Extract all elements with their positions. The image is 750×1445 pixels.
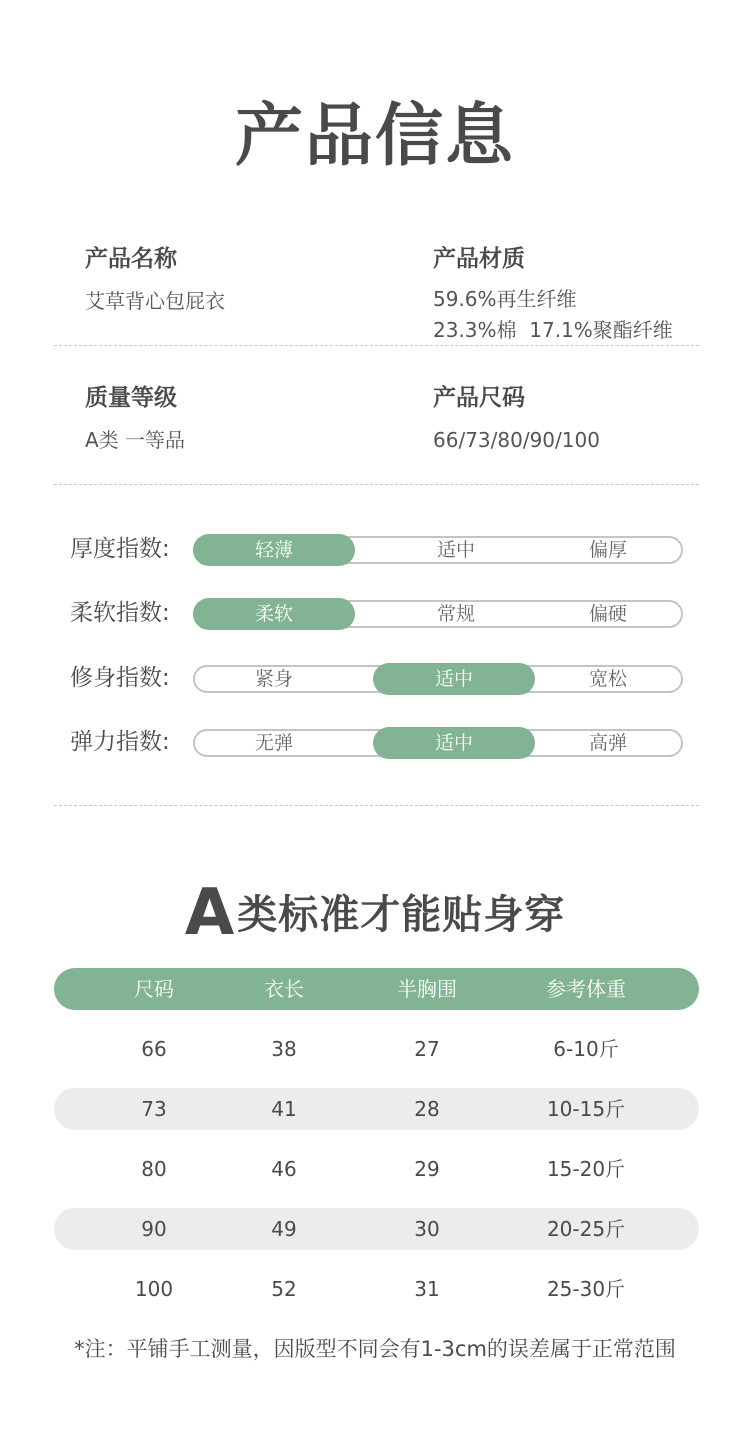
cell-size: 90 — [141, 1217, 167, 1241]
quality-grade-label: 质量等级 — [85, 385, 177, 411]
cell-chest: 29 — [414, 1157, 440, 1181]
product-size-label: 产品尺码 — [433, 385, 525, 411]
slogan-big-letter: A — [184, 876, 236, 950]
divider — [54, 805, 699, 806]
size-table-header — [54, 968, 699, 1010]
product-material-block — [433, 244, 673, 346]
quality-grade-value: A类 一等品 — [85, 428, 186, 452]
index-option-selected: 适中 — [373, 727, 535, 759]
cell-length: 52 — [271, 1277, 297, 1301]
cell-size: 80 — [141, 1157, 167, 1181]
cell-weight: 20-25斤 — [546, 1217, 626, 1241]
cell-length: 46 — [271, 1157, 297, 1181]
header-weight: 参考体重 — [546, 977, 626, 1001]
product-size-block — [433, 383, 600, 455]
cell-chest: 30 — [414, 1217, 440, 1241]
index-option: 高弹 — [588, 732, 627, 754]
table-row — [54, 1088, 699, 1130]
slogan-text: 类标准才能贴身穿 — [237, 892, 566, 938]
cell-weight: 10-15斤 — [546, 1097, 626, 1121]
index-track — [193, 600, 683, 628]
header-length: 衣长 — [264, 977, 304, 1001]
index-option-selected: 适中 — [373, 663, 535, 695]
table-row — [54, 1028, 699, 1070]
table-row — [54, 1268, 699, 1310]
cell-chest: 28 — [414, 1097, 440, 1121]
cell-length: 38 — [271, 1037, 297, 1061]
product-name-block — [85, 244, 225, 316]
index-option-selected: 柔软 — [193, 598, 355, 630]
product-name-label: 产品名称 — [85, 246, 177, 272]
divider — [54, 345, 699, 346]
cell-size: 73 — [141, 1097, 167, 1121]
cell-chest: 27 — [414, 1037, 440, 1061]
index-label: 柔软指数: — [70, 600, 170, 626]
material-line-1: 59.6%再生纤维 — [433, 287, 577, 311]
product-material-value — [433, 284, 673, 346]
cell-size: 100 — [134, 1277, 174, 1301]
cell-length: 49 — [271, 1217, 297, 1241]
index-row-softness — [70, 598, 685, 630]
index-row-thickness — [70, 534, 685, 566]
index-option: 适中 — [436, 539, 475, 561]
product-size-value: 66/73/80/90/100 — [433, 428, 600, 452]
index-label: 弹力指数: — [70, 729, 170, 755]
index-option: 偏硬 — [588, 603, 627, 625]
measurement-note: *注：平铺手工测量，因版型不同会有1-3cm的误差属于正常范围 — [74, 1337, 676, 1361]
table-row — [54, 1208, 699, 1250]
cell-weight: 6-10斤 — [553, 1037, 619, 1061]
index-option: 无弹 — [254, 732, 293, 754]
cell-weight: 15-20斤 — [546, 1157, 626, 1181]
quality-grade-block — [85, 383, 185, 455]
index-option: 宽松 — [588, 668, 627, 690]
product-material-label: 产品材质 — [433, 246, 525, 272]
cell-chest: 31 — [414, 1277, 440, 1301]
index-option: 偏厚 — [588, 539, 627, 561]
product-name-value: 艾草背心包屁衣 — [85, 289, 225, 313]
slogan — [0, 876, 750, 950]
index-option: 紧身 — [254, 668, 293, 690]
table-row — [54, 1148, 699, 1190]
index-option-selected: 轻薄 — [193, 534, 355, 566]
header-chest: 半胸围 — [397, 977, 457, 1001]
cell-size: 66 — [141, 1037, 167, 1061]
index-track — [193, 729, 683, 757]
index-row-fit — [70, 663, 685, 695]
cell-weight: 25-30斤 — [546, 1277, 626, 1301]
cell-length: 41 — [271, 1097, 297, 1121]
index-track — [193, 665, 683, 693]
header-size: 尺码 — [134, 977, 174, 1001]
index-track — [193, 536, 683, 564]
index-label: 修身指数: — [70, 665, 170, 691]
index-row-elasticity — [70, 727, 685, 759]
index-label: 厚度指数: — [70, 536, 170, 562]
index-option: 常规 — [436, 603, 475, 625]
page-title: 产品信息 — [234, 97, 515, 176]
material-line-2: 23.3%棉 17.1%聚酯纤维 — [433, 318, 673, 342]
divider — [54, 484, 699, 485]
